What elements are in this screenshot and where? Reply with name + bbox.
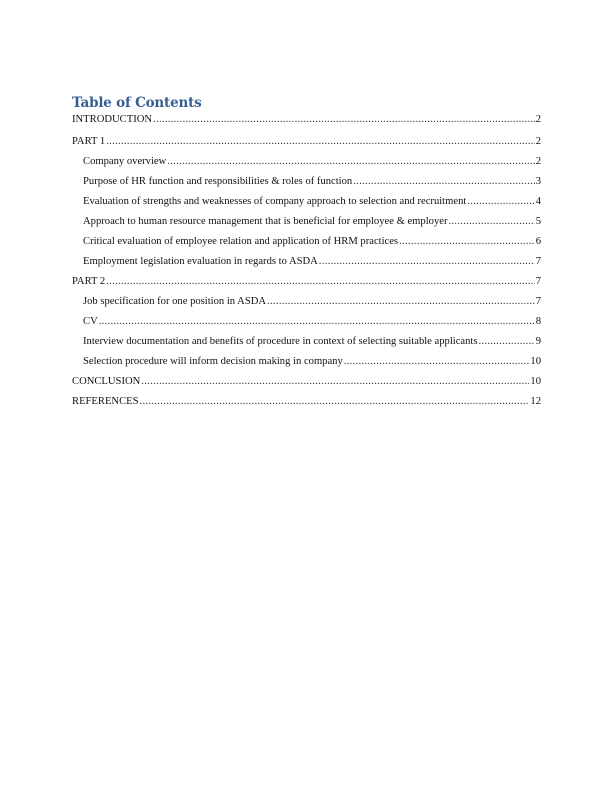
toc-entry-label: CONCLUSION [72, 376, 141, 387]
toc-page-number: 7 [535, 256, 541, 267]
dot-leader [353, 176, 534, 187]
toc-entry-label: Approach to human resource management that is beneficial for employee & employer [83, 216, 448, 227]
toc-title: Table of Contents [72, 95, 202, 111]
toc-entry-strengths-weaknesses[interactable] [83, 196, 541, 210]
toc-entry-label: REFERENCES [72, 396, 139, 407]
toc-entry-introduction[interactable] [72, 114, 541, 128]
dot-leader [267, 296, 535, 307]
toc-entry-interview-documentation[interactable] [83, 336, 541, 350]
toc-page-number: 2 [535, 136, 541, 147]
toc-entry-label: Job specification for one position in ASDA [83, 296, 267, 307]
toc-entry-label: Interview documentation and benefits of procedure in context of selecting suitable applicants [83, 336, 478, 347]
toc-entry-employee-relation[interactable] [83, 236, 541, 250]
toc-entry-conclusion[interactable] [72, 376, 541, 390]
toc-entry-label: Selection procedure will inform decision making in company [83, 356, 343, 367]
toc-entry-part-1[interactable] [72, 136, 541, 150]
toc-page-number: 10 [530, 376, 541, 387]
toc-entry-hrm-approach[interactable] [83, 216, 541, 230]
toc-entry-label: CV [83, 316, 98, 327]
toc-entry-label: Evaluation of strengths and weaknesses of company approach to selection and recruitment [83, 196, 467, 207]
dot-leader [448, 216, 534, 227]
toc-page-number: 2 [535, 114, 541, 125]
dot-leader [319, 256, 535, 267]
toc-page-number: 9 [535, 336, 541, 347]
toc-page-number: 7 [535, 276, 541, 287]
toc-entry-label: Company overview [83, 156, 167, 167]
toc-entry-label: Critical evaluation of employee relation and application of HRM practices [83, 236, 399, 247]
toc-entry-label: INTRODUCTION [72, 114, 153, 125]
dot-leader [467, 196, 534, 207]
dot-leader [478, 336, 534, 347]
dot-leader [141, 376, 529, 387]
toc-entry-job-specification[interactable] [83, 296, 541, 310]
dot-leader [153, 114, 535, 125]
toc-page-number: 7 [535, 296, 541, 307]
toc-page-number: 12 [530, 396, 541, 407]
toc-entry-selection-procedure[interactable] [83, 356, 541, 370]
toc-entry-label: Employment legislation evaluation in regards to ASDA [83, 256, 318, 267]
toc-page-number: 5 [535, 216, 541, 227]
toc-page-number: 3 [535, 176, 541, 187]
dot-leader [106, 136, 534, 147]
toc-entry-company-overview[interactable] [83, 156, 541, 170]
toc-entry-cv[interactable] [83, 316, 541, 330]
dot-leader [106, 276, 534, 287]
dot-leader [344, 356, 530, 367]
toc-page-number: 6 [535, 236, 541, 247]
dot-leader [399, 236, 535, 247]
toc-entry-label: PART 1 [72, 136, 106, 147]
toc-entry-hr-function[interactable] [83, 176, 541, 190]
toc-page-number: 8 [535, 316, 541, 327]
toc-entry-part-2[interactable] [72, 276, 541, 290]
toc-entry-label: PART 2 [72, 276, 106, 287]
dot-leader [140, 396, 530, 407]
toc-page-number: 10 [530, 356, 541, 367]
dot-leader [99, 316, 535, 327]
dot-leader [167, 156, 534, 167]
toc-entry-label: Purpose of HR function and responsibilities & roles of function [83, 176, 353, 187]
toc-entry-employment-legislation[interactable] [83, 256, 541, 270]
toc-page-number: 2 [535, 156, 541, 167]
toc-entry-references[interactable] [72, 396, 541, 410]
toc-page-number: 4 [535, 196, 541, 207]
